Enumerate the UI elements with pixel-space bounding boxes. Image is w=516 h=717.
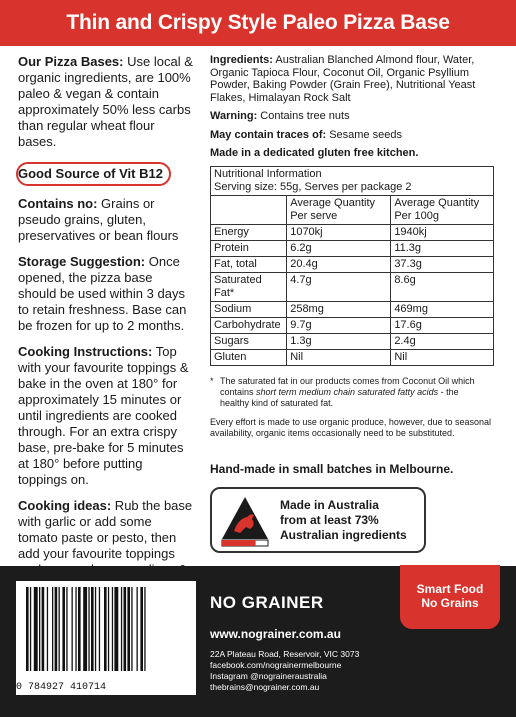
australian-made-logo-icon xyxy=(220,495,270,547)
right-column xyxy=(210,54,500,439)
nutrition-col-serve: Average Quantity Per serve xyxy=(287,195,391,224)
ingredients-paragraph xyxy=(210,54,500,104)
nutrition-row xyxy=(211,317,494,333)
nutrition-header xyxy=(211,166,494,195)
nutrition-col-header-row xyxy=(211,195,494,224)
gluten-free-note xyxy=(210,147,500,160)
bases-paragraph xyxy=(18,54,194,150)
warning-paragraph xyxy=(210,110,500,123)
nutrition-row xyxy=(211,272,494,301)
nutrition-row xyxy=(211,301,494,317)
nutrient-name: Saturated Fat* xyxy=(211,272,287,301)
website-link[interactable]: www.nograiner.com.au xyxy=(210,627,341,641)
nutrition-row xyxy=(211,240,494,256)
brand-logo: NO GRAINER xyxy=(210,593,324,612)
ideas-text: Rub the base with garlic or add some tomato paste or pesto, then add your favourite toppings xyxy=(18,498,193,561)
fat-note-star: * xyxy=(210,375,214,386)
aus-line-2: from at least 73% xyxy=(280,513,379,527)
aus-line-1: Made in Australia xyxy=(280,498,379,512)
gluten-free-text: Made in a dedicated gluten free kitchen. xyxy=(210,147,419,159)
email-link[interactable]: thebrains@nograiner.com.au xyxy=(210,682,320,692)
per-serve-value: 1.3g xyxy=(287,333,391,349)
facebook-link[interactable]: facebook.com/nograinermelbourne xyxy=(210,660,342,670)
vitb12-badge: Good Source of Vit B12 xyxy=(16,162,171,186)
nutrient-name: Energy xyxy=(211,224,287,240)
nutrition-title: Nutritional Information xyxy=(214,167,322,180)
nutrition-row xyxy=(211,224,494,240)
nutrition-col-100g: Average Quantity Per 100g xyxy=(391,195,494,224)
per-serve-value: 4.7g xyxy=(287,272,391,301)
fat-note xyxy=(210,376,500,409)
storage-paragraph xyxy=(18,254,194,334)
fat-note-text-a: The saturated fat in our products comes from Coconut Oil which contains xyxy=(220,375,475,397)
aus-line-3: Australian ingredients xyxy=(280,528,407,542)
barcode-number: 0 784927 410714 xyxy=(16,682,107,693)
per-100g-value: Nil xyxy=(391,349,494,365)
fat-note-emphasis: short term medium chain saturated fatty acids xyxy=(256,386,439,397)
per-serve-value: 9.7g xyxy=(287,317,391,333)
per-100g-value: 11.3g xyxy=(391,240,494,256)
ingredients-title: Ingredients: xyxy=(210,54,273,66)
nutrition-row xyxy=(211,333,494,349)
smart-food-line-1: Smart Food xyxy=(416,582,484,596)
per-serve-value: Nil xyxy=(287,349,391,365)
nutrient-name: Fat, total xyxy=(211,256,287,272)
smart-food-line-2: No Grains xyxy=(421,596,479,610)
barcode-bars-icon xyxy=(16,581,196,679)
nutrient-name: Protein xyxy=(211,240,287,256)
ingredients-text: Australian Blanched Almond flour, Water, Organic Tapioca Flour, Coconut Oil, Organic Psyllium Powder, Baking Powder (Grain Free), Nutritional Yeast Flakes, Himalayan Rock Salt xyxy=(210,54,476,104)
nutrition-row xyxy=(211,256,494,272)
storage-text: Once opened, the pizza base should be used within 3 days to retain freshness. Base can be frozen for up to 2 months. xyxy=(18,254,187,333)
warning-title: Warning: xyxy=(210,110,258,122)
australian-made-text xyxy=(280,498,407,543)
per-100g-value: 8.6g xyxy=(391,272,494,301)
per-serve-value: 258mg xyxy=(287,301,391,317)
cooking-paragraph xyxy=(18,344,194,488)
nutrient-name: Sodium xyxy=(211,301,287,317)
bases-text: Use local & organic ingredients, are 100% paleo & vegan & contain approximately 50% less carbs than regular wheat flour bases. xyxy=(18,54,193,149)
traces-text: Sesame seeds xyxy=(326,128,402,141)
per-100g-value: 17.6g xyxy=(391,317,494,333)
nutrient-name: Carbohydrate xyxy=(211,317,287,333)
nutrition-table xyxy=(210,166,494,366)
cooking-title: Cooking Instructions: xyxy=(18,344,153,359)
organic-note: Every effort is made to use organic produce, however, due to seasonal availability, organic items occasionally need to be substituted. xyxy=(210,416,491,438)
contains-paragraph xyxy=(18,196,194,244)
barcode xyxy=(16,581,196,695)
nutrition-serving: Serving size: 55g, Serves per package 2 xyxy=(214,180,412,193)
per-100g-value: 2.4g xyxy=(391,333,494,349)
instagram-link[interactable]: Instagram @nograineraustralia xyxy=(210,671,327,681)
product-title: Thin and Crispy Style Paleo Pizza Base xyxy=(0,0,516,46)
storage-title: Storage Suggestion: xyxy=(18,254,146,269)
nutrition-col-blank xyxy=(211,195,287,224)
ideas-title: Cooking ideas: xyxy=(18,498,112,513)
contains-text: Grains or pseudo grains, gluten, preservatives or bean flours xyxy=(18,196,179,243)
per-serve-value: 1070kj xyxy=(287,224,391,240)
contact-block xyxy=(210,649,359,693)
smart-food-badge xyxy=(400,565,500,629)
handmade-text: Hand-made in small batches in Melbourne. xyxy=(210,462,454,476)
cooking-text: Top with your favourite toppings & bake in the oven at 180° for approximately 15 minutes or until ingredients are cooked through. For an extra crispy base, pre-bake for 5 minutes at 180° before putting toppings on. xyxy=(18,344,189,487)
address: 22A Plateau Road, Reservoir, VIC 3073 xyxy=(210,649,360,659)
per-100g-value: 469mg xyxy=(391,301,494,317)
left-column xyxy=(18,54,194,604)
contains-title: Contains no: xyxy=(18,196,98,211)
nutrient-name: Sugars xyxy=(211,333,287,349)
nutrition-row xyxy=(211,349,494,365)
bases-title: Our Pizza Bases: xyxy=(18,54,124,69)
fat-note-text-b: - the healthy kind of saturated fat. xyxy=(220,386,459,408)
traces-paragraph xyxy=(210,129,500,142)
warning-text: Contains tree nuts xyxy=(257,110,350,122)
fat-note-body xyxy=(220,376,490,409)
ingredient-percent-bar xyxy=(222,540,256,546)
per-100g-value: 37.3g xyxy=(391,256,494,272)
per-serve-value: 6.2g xyxy=(287,240,391,256)
per-serve-value: 20.4g xyxy=(287,256,391,272)
traces-title: May contain traces of: xyxy=(210,128,327,141)
nutrient-name: Gluten xyxy=(211,349,287,365)
per-100g-value: 1940kj xyxy=(391,224,494,240)
australian-made-badge xyxy=(210,487,426,553)
